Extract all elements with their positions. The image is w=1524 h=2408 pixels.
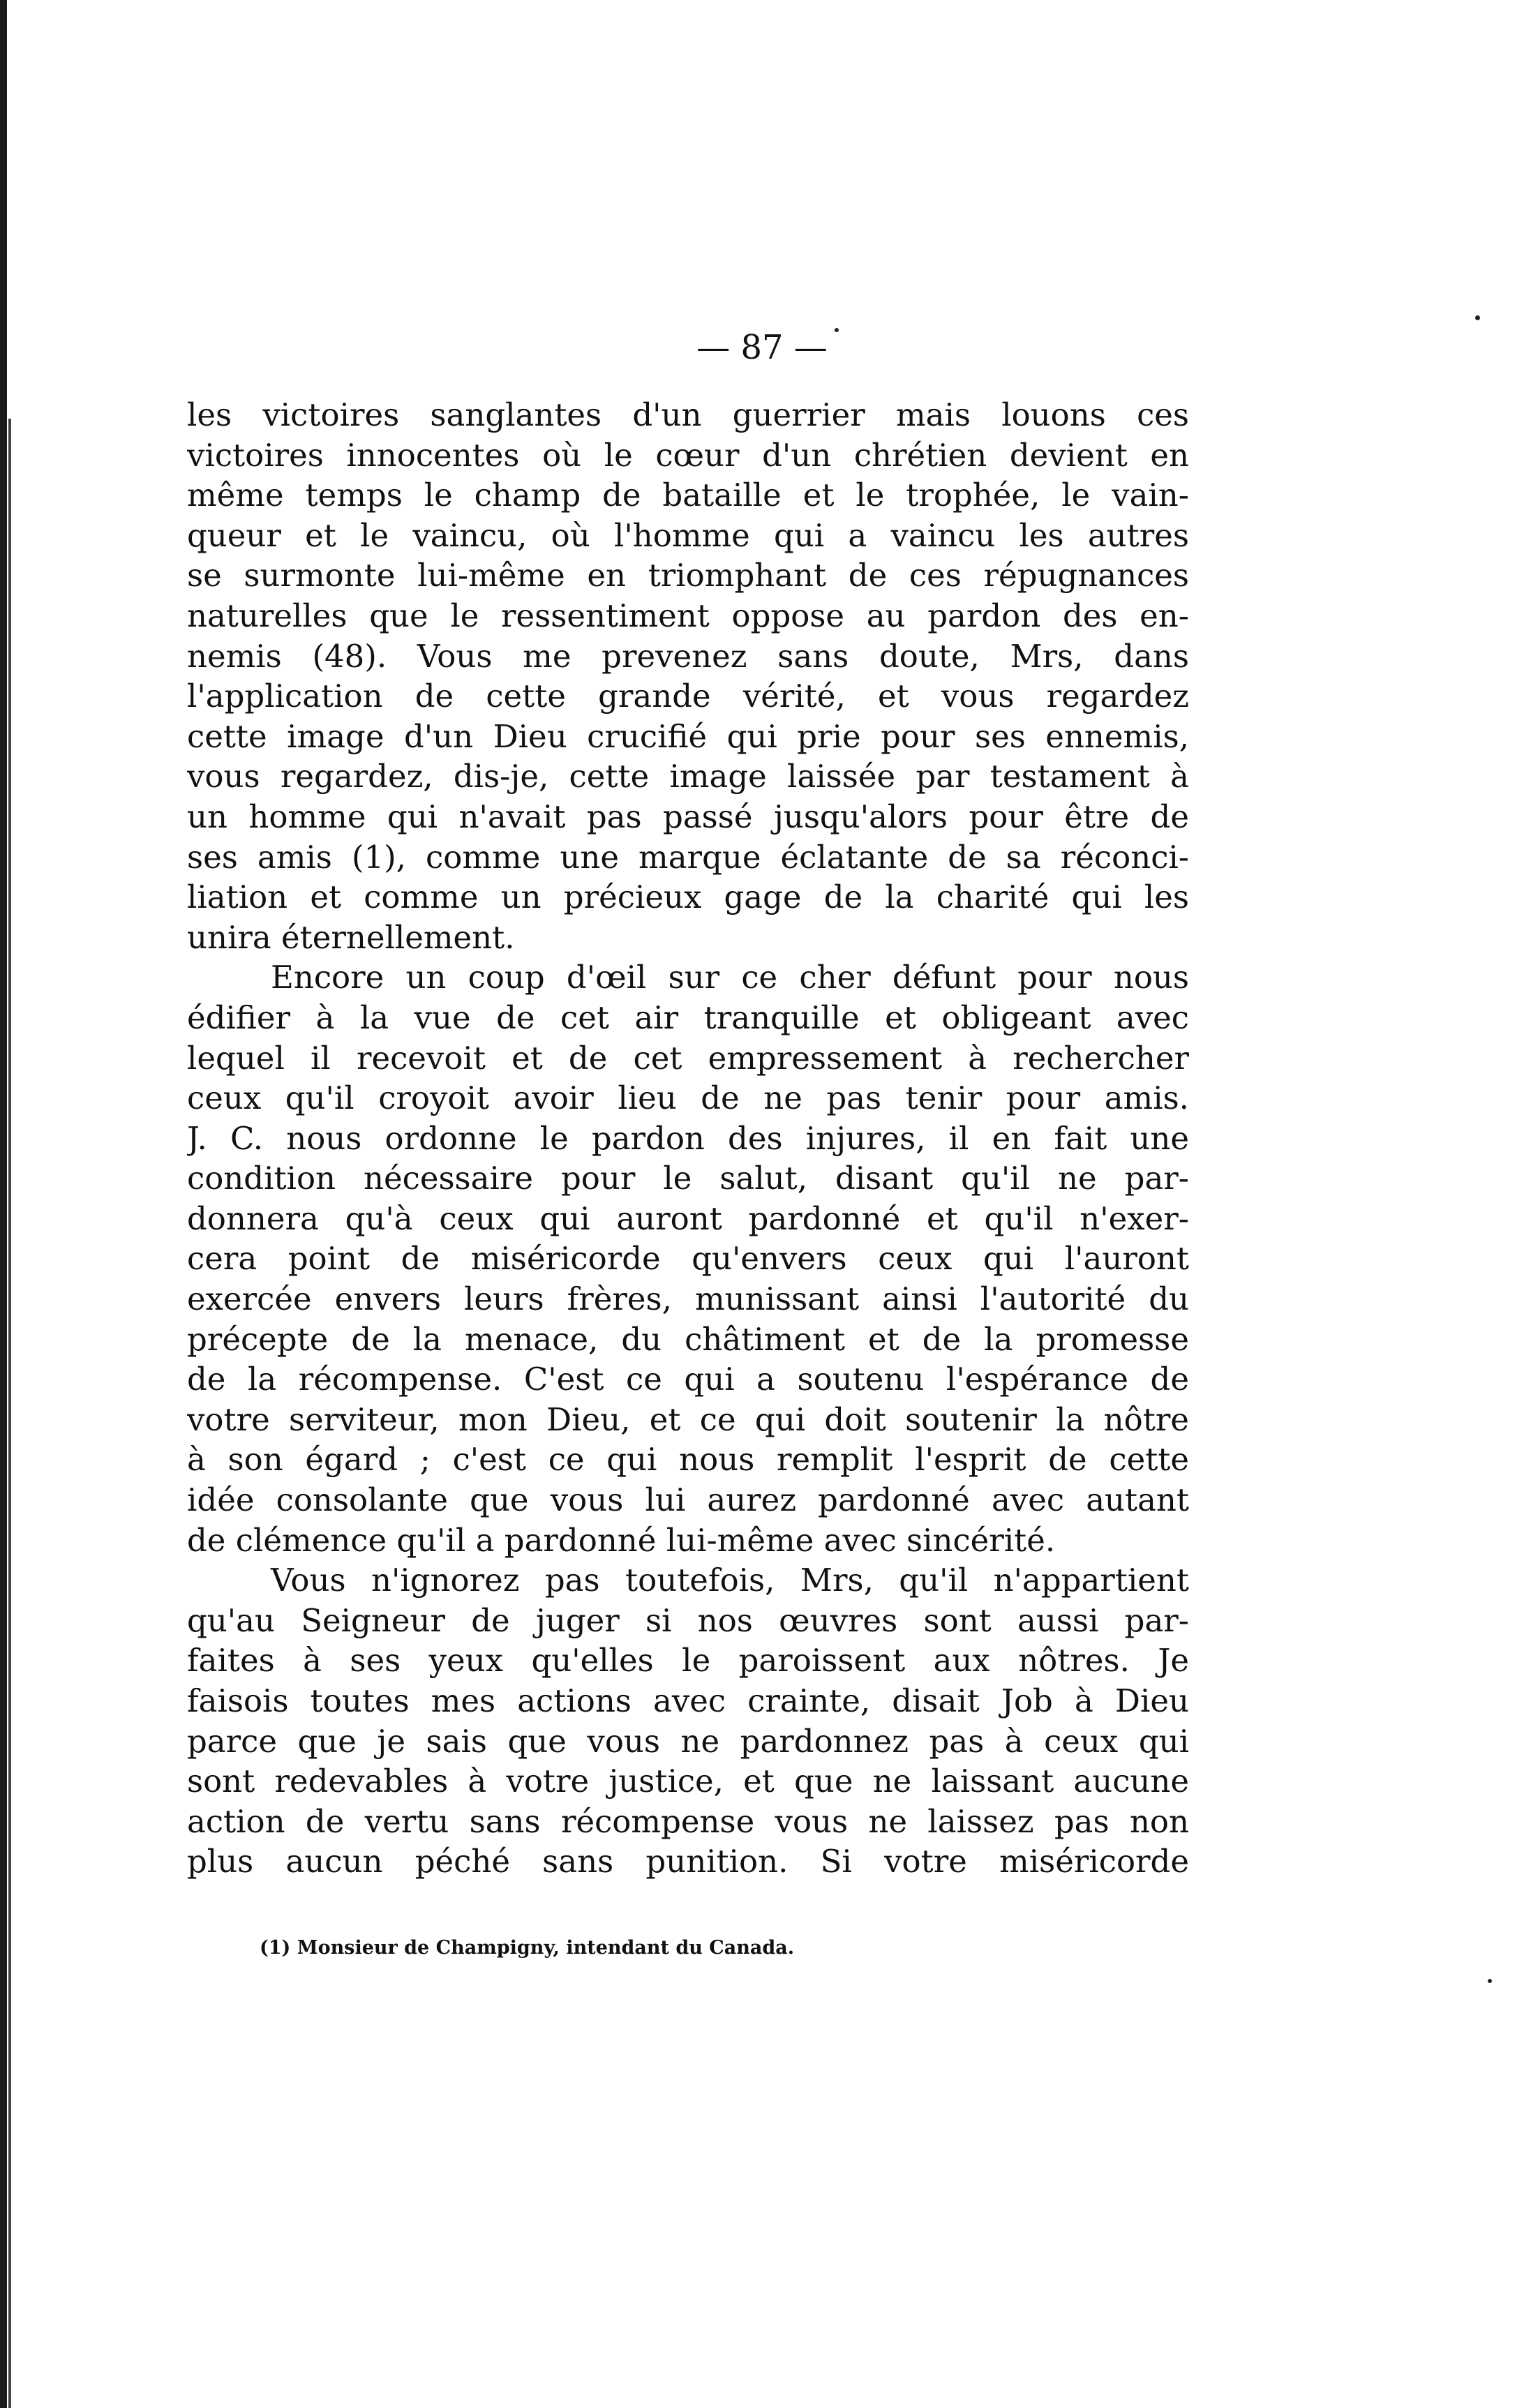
text-line: se surmonte lui-même en triomphant de ces répugnances [187, 557, 1189, 594]
text-line: Vous n'ignorez pas toutefois, Mrs, qu'il n'appartient [271, 1562, 1189, 1599]
text-line: vous regardez, dis-je, cette image laissée par testament à [187, 758, 1189, 795]
text-line: idée consolante que vous lui aurez pardonné avec autant [187, 1481, 1189, 1519]
text-line: donnera qu'à ceux qui auront pardonné et qu'il n'exer- [187, 1199, 1189, 1237]
text-line: parce que je sais que vous ne pardonnez pas à ceux qui [187, 1722, 1189, 1760]
text-line: cette image d'un Dieu crucifié qui prie pour ses ennemis, [187, 717, 1189, 755]
text-line: lequel il recevoit et de cet empressement à rechercher [187, 1039, 1189, 1077]
text-line: faites à ses yeux qu'elles le paroissent aux nôtres. Je [187, 1642, 1189, 1680]
text-line: de la récompense. C'est ce qui a soutenu l'espérance de [187, 1361, 1189, 1398]
text-line: naturelles que le ressentiment oppose au pardon des en- [187, 597, 1189, 634]
text-line: édifier à la vue de cet air tranquille et obligeant avec [187, 999, 1189, 1036]
text-line: les victoires sanglantes d'un guerrier mais louons ces [187, 396, 1189, 433]
text-line: victoires innocentes où le cœur d'un chrétien devient en [187, 436, 1189, 474]
page-edge-line [8, 419, 11, 2408]
text-line: ceux qu'il croyoit avoir lieu de ne pas tenir pour amis. [187, 1079, 1189, 1117]
text-line: précepte de la menace, du châtiment et de la promesse [187, 1320, 1189, 1358]
text-line: action de vertu sans récompense vous ne laissez pas non [187, 1802, 1189, 1840]
text-line: qu'au Seigneur de juger si nos œuvres sont aussi par- [187, 1601, 1189, 1639]
text-line: votre serviteur, mon Dieu, et ce qui doit soutenir la nôtre [187, 1400, 1189, 1438]
text-line: ses amis (1), comme une marque éclatante de sa réconci- [187, 838, 1189, 876]
scan-speck [1488, 1979, 1492, 1983]
page-number: — 87 — [696, 328, 828, 367]
scan-speck [1475, 315, 1480, 320]
text-line: Encore un coup d'œil sur ce cher défunt pour nous [271, 959, 1189, 996]
text-line: cera point de miséricorde qu'envers ceux qui l'auront [187, 1240, 1189, 1278]
footnote: (1) Monsieur de Champigny, intendant du Canada. [260, 1937, 795, 1959]
text-line: condition nécessaire pour le salut, disant qu'il ne par- [187, 1160, 1189, 1197]
text-line: liation et comme un précieux gage de la charité qui les [187, 878, 1189, 916]
text-line: unira éternellement. [187, 918, 515, 956]
text-line: faisois toutes mes actions avec crainte, disait Job à Dieu [187, 1682, 1189, 1719]
text-line: un homme qui n'avait pas passé jusqu'alors pour être de [187, 798, 1189, 835]
body-text [187, 395, 1189, 1882]
text-line: exercée envers leurs frères, munissant ainsi l'autorité du [187, 1280, 1189, 1318]
text-line: l'application de cette grande vérité, et vous regardez [187, 678, 1189, 715]
text-line: sont redevables à votre justice, et que ne laissant aucune [187, 1763, 1189, 1800]
text-line: nemis (48). Vous me prevenez sans doute, Mrs, dans [187, 637, 1189, 675]
text-line: queur et le vaincu, où l'homme qui a vaincu les autres [187, 516, 1189, 554]
text-line: à son égard ; c'est ce qui nous remplit l'esprit de cette [187, 1441, 1189, 1479]
text-line: J. C. nous ordonne le pardon des injures, il en fait une [187, 1119, 1189, 1157]
text-line: de clémence qu'il a pardonné lui-même avec sincérité. [187, 1521, 1056, 1559]
text-line: même temps le champ de bataille et le trophée, le vain- [187, 477, 1189, 514]
text-line: plus aucun péché sans punition. Si votre miséricorde [187, 1843, 1189, 1880]
